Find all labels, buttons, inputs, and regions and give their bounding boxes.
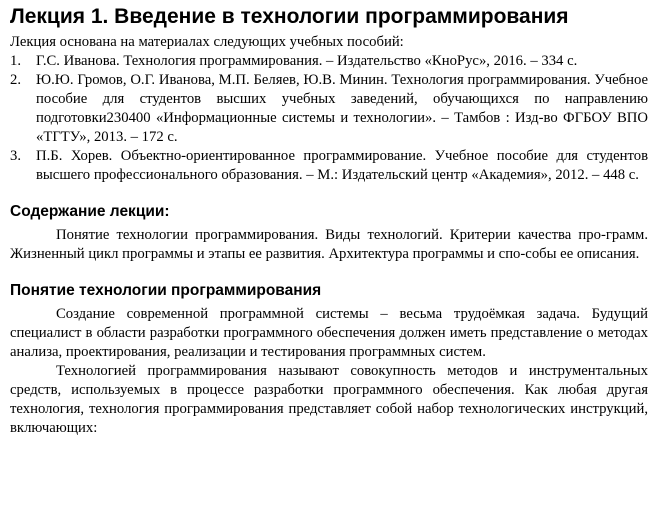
list-item-text: П.Б. Хорев. Объектно-ориентированное программирование. Учебное пособие для студентов высшего профессионального образования. – М.: Издательский центр «Академия», 2012. – 448 с.	[36, 148, 648, 183]
list-item	[10, 52, 648, 71]
list-item-text: Ю.Ю. Громов, О.Г. Иванова, М.П. Беляев, Ю.В. Минин. Технология программирования. Учебное пособие для студентов высших учебных заведений, обучающихся по направлению подготовки230400 «Информационные системы и технологии». – Тамбов : Изд-во ФГБОУ ВПО «ТГТУ», 2013. – 172 с.	[36, 72, 648, 145]
concept-heading: Понятие технологии программирования	[10, 282, 322, 299]
list-item-number: 1.	[10, 53, 22, 69]
list-item-text: Г.С. Иванова. Технология программирования. – Издательство «КноРус», 2016. – 334 с.	[36, 53, 578, 69]
concept-paragraph: Технологией программирования называют совокупность методов и инструментальных средств, используемых в процессе разработки программного обеспечения. Как любая другая технология, технология программирования представляет собой набор технологических инструкций, включающих:	[10, 363, 648, 436]
list-item	[10, 71, 648, 147]
contents-text: Понятие технологии программирования. Виды технологий. Критерии качества про-грамм. Жизненный цикл программы и этапы ее развития. Архитектура программы и спо-собы ее описания.	[10, 227, 648, 262]
list-item	[10, 147, 648, 185]
list-item-number: 2.	[10, 72, 22, 88]
references-list	[10, 52, 648, 185]
list-item-number: 3.	[10, 148, 22, 164]
concept-paragraph: Создание современной программной системы – весьма трудоёмкая задача. Будущий специалист в области разработки программного обеспечения должен иметь представление о методах анализа, проектирования, реализации и тестирования программных систем.	[10, 306, 648, 360]
document-page	[10, 4, 648, 438]
page-title: Лекция 1. Введение в технологии программирования	[10, 5, 569, 28]
intro-text: Лекция основана на материалах следующих учебных пособий:	[10, 34, 404, 50]
contents-heading: Содержание лекции:	[10, 203, 170, 220]
